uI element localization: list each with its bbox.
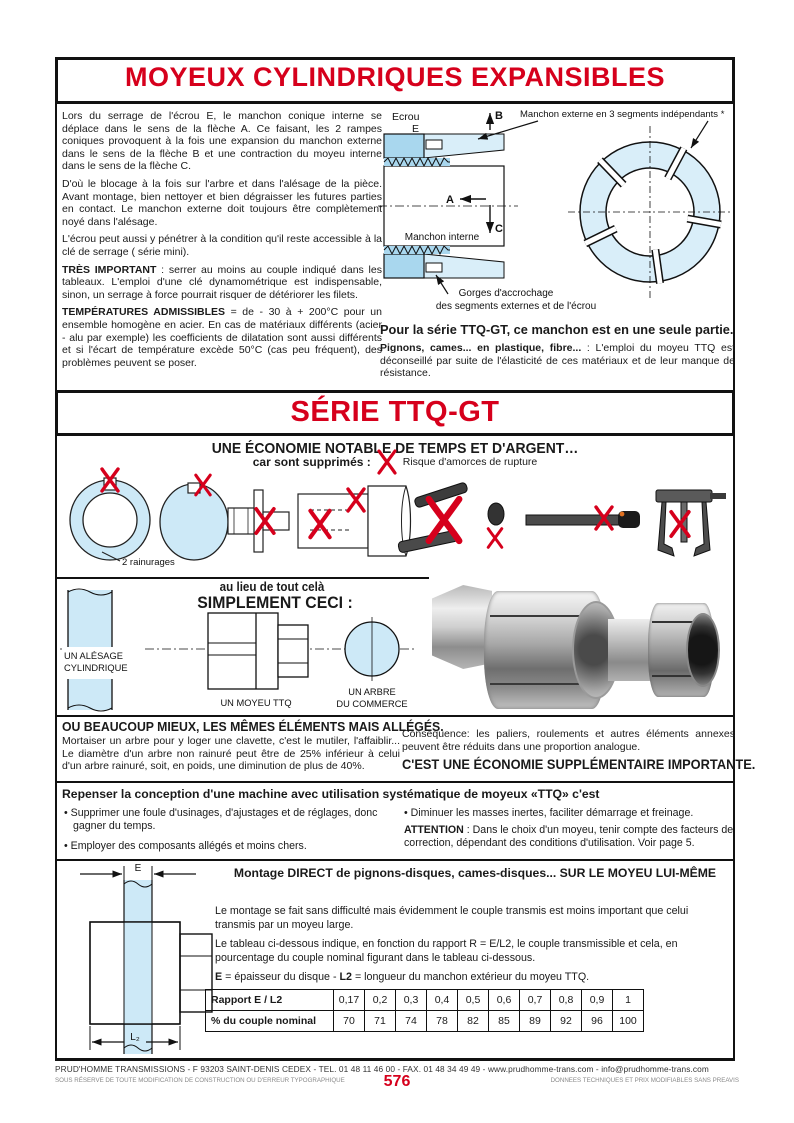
suppressed-parts-illustrations bbox=[58, 464, 734, 570]
attention-note bbox=[404, 824, 736, 850]
table-cell: 100 bbox=[613, 1011, 644, 1032]
mieux-title: OU BEAUCOUP MIEUX, LES MÊMES ÉLÉMENTS MAIS ALLÉGÉS. bbox=[62, 719, 444, 734]
intro-paragraph-3: L'écrou peut aussi y pénétrer à la condition qu'il reste accessible à la clé de serrage ( série mini). bbox=[62, 233, 382, 258]
intro-paragraph-important bbox=[62, 264, 382, 302]
legend-l2-label: L2 bbox=[339, 971, 352, 983]
lower-assembly bbox=[384, 246, 504, 278]
consequence-text: Conséquence: les paliers, roulements et autres éléments annexes peuvent être réduits dans une proportion analogue. bbox=[402, 728, 735, 753]
repenser-bullet-2: • Employer des composants allégés et moins chers. bbox=[64, 840, 396, 853]
table-row-couple bbox=[206, 1011, 644, 1032]
au-lieu-heading: au lieu de tout celà bbox=[219, 580, 325, 594]
photo-hex-nut bbox=[432, 585, 492, 669]
row2-header: % du couple nominal bbox=[206, 1011, 334, 1032]
segment-ring bbox=[568, 126, 734, 300]
attention-label: ATTENTION bbox=[404, 824, 464, 836]
temperatures-text: = de - 30 à + 200°C pour un ensemble homogène en acier. En cas de matériaux différents (acier - alu par exemple) les coefficients de dilatation sont aussi différents et si l'écart de température excède 50°C (cas peu fréquent), des problèmes peuvent se poser. bbox=[62, 306, 382, 369]
economie-title: UNE ÉCONOMIE NOTABLE DE TEMPS ET D'ARGENT… bbox=[211, 440, 579, 457]
manchon-externe-label: Manchon externe en 3 segments indépendants * bbox=[520, 109, 725, 120]
dim-l2-label: L₂ bbox=[130, 1032, 140, 1043]
key-bar-illustration bbox=[526, 507, 640, 529]
arrow-a-label: A bbox=[446, 194, 454, 206]
manchon-interne-label: Manchon interne bbox=[404, 232, 480, 243]
divider-repenser-top bbox=[57, 781, 735, 783]
manchon-externe-leader-right bbox=[691, 121, 708, 148]
table-cell: 0,4 bbox=[427, 990, 458, 1011]
risque-label: Risque d'amorces de rupture bbox=[402, 456, 538, 468]
intro-text-column bbox=[62, 110, 382, 374]
table-cell: 96 bbox=[582, 1011, 613, 1032]
table-cell: 0,17 bbox=[334, 990, 365, 1011]
intro-paragraph-1: Lors du serrage de l'écrou E, le manchon conique interne se déplace dans le sens de la flèche A. Ce faisant, les 2 rampes coniques provoquent à la fois une expansion du manchon externe dans le sens de la flèche B et une contraction du moyeu interne dans le sens de la flèche C. bbox=[62, 110, 382, 173]
temperatures-label: TEMPÉRATURES ADMISSIBLES bbox=[62, 306, 226, 319]
table-cell: 0,8 bbox=[551, 990, 582, 1011]
pignons-note-text: : L'emploi du moyeu TTQ est déconseillé par suite de l'élasticité de ces matériaux et de leur manque de résistance. bbox=[380, 342, 735, 380]
mieux-text: Mortaiser un arbre pour y loger une clavette, c'est le mutiler, l'affaiblir... Le diamètre d'un arbre non rainuré peut être de 25% inférieur à celui d'un arbre rainuré, soit, en poids, une diminution de plus de 40%. bbox=[62, 735, 400, 773]
arbre-label-line1: UN ARBRE bbox=[348, 687, 396, 697]
hub-outline bbox=[90, 922, 212, 1024]
arrow-b-label: B bbox=[495, 110, 503, 122]
table-cell: 0,2 bbox=[365, 990, 396, 1011]
table-cell: 70 bbox=[334, 1011, 365, 1032]
montage-title: Montage DIRECT de pignons-disques, cames-disques... SUR LE MOYEU LUI-MÊME bbox=[233, 866, 717, 880]
disc-mounting-diagram bbox=[62, 862, 223, 1060]
important-text: : serrer au moins au couple indiqué dans les tableaux. L'emploi d'une clé dynamométrique est indispensable, sinon, un serrage à force pourrait risquer de détériorer les filets. bbox=[62, 263, 382, 301]
bolt-illustration bbox=[228, 490, 289, 552]
divider-mid bbox=[57, 715, 735, 717]
ecrou-label: Ecrou bbox=[392, 111, 420, 123]
serie-ttqgt-note: Pour la série TTQ-GT, ce manchon est en une seule partie. bbox=[380, 322, 734, 337]
repenser-header: Repenser la conception d'une machine avec utilisation systématique de moyeux «TTQ» c'est bbox=[62, 787, 600, 801]
rainurages-label: 2 rainurages bbox=[122, 557, 175, 568]
gorges-label-line1: Gorges d'accrochage bbox=[458, 288, 554, 299]
table-row-rapport bbox=[206, 990, 644, 1011]
couple-ratio-table bbox=[205, 989, 644, 1032]
moyeu-label: UN MOYEU TTQ bbox=[220, 698, 292, 708]
alesage-label-line1: UN ALÉSAGE bbox=[64, 651, 123, 661]
important-label: TRÈS IMPORTANT bbox=[62, 263, 157, 276]
alesage-label-line2: CYLINDRIQUE bbox=[64, 663, 128, 673]
serie-banner: SÉRIE TTQ-GT bbox=[290, 396, 500, 428]
shaft-circle-drawing bbox=[345, 617, 399, 681]
table-cell: 0,5 bbox=[458, 990, 489, 1011]
table-cell: 0,9 bbox=[582, 990, 613, 1011]
manchon-externe-leader-left bbox=[478, 121, 538, 139]
table-cell: 0,3 bbox=[396, 990, 427, 1011]
pignons-note-bold: Pignons, cames... en plastique, fibre... bbox=[380, 342, 582, 354]
legend-e-text: = épaisseur du disque - bbox=[222, 971, 340, 983]
legend-e-label: E bbox=[215, 971, 223, 983]
table-cell: 82 bbox=[458, 1011, 489, 1032]
legend-l2-text: = longueur du manchon extérieur du moyeu TTQ. bbox=[351, 971, 590, 983]
footer-disclaimer-right: DONNEES TECHNIQUES ET PRIX MODIFIABLES SANS PREAVIS bbox=[550, 1077, 739, 1084]
hub-outline-drawing bbox=[208, 613, 308, 689]
divider-montage-top bbox=[57, 859, 735, 861]
repenser-bullet-1: • Supprimer une foule d'usinages, d'ajustages et de réglages, donc gagner du temps. bbox=[64, 807, 396, 833]
dimension-e bbox=[80, 863, 196, 882]
row1-header: Rapport E / L2 bbox=[206, 990, 334, 1011]
supprimes-label: car sont supprimés : bbox=[252, 455, 371, 469]
dim-e-label: E bbox=[134, 863, 142, 874]
montage-legend bbox=[215, 970, 730, 984]
attention-text: : Dans le choix d'un moyeu, tenir compte des facteurs de correction, dépendant des conditions d'utilisation. Voir page 5. bbox=[404, 824, 734, 849]
table-cell: 89 bbox=[520, 1011, 551, 1032]
arrow-c-label: C bbox=[495, 223, 503, 235]
repenser-bullet-3: • Diminuer les masses inertes, faciliter démarrage et freinage. bbox=[404, 807, 736, 820]
page-title: MOYEUX CYLINDRIQUES EXPANSIBLES bbox=[124, 62, 666, 92]
table-cell: 74 bbox=[396, 1011, 427, 1032]
intro-paragraph-temperatures bbox=[62, 306, 382, 369]
simplement-heading: SIMPLEMENT CECI : bbox=[197, 593, 353, 612]
table-cell: 0,6 bbox=[489, 990, 520, 1011]
hub-cross-section-diagram bbox=[378, 106, 736, 318]
conclusion-text: C'EST UNE ÉCONOMIE SUPPLÉMENTAIRE IMPORTANTE. bbox=[402, 757, 756, 772]
table-cell: 78 bbox=[427, 1011, 458, 1032]
montage-paragraph-1: Le montage se fait sans difficulté mais évidemment le couple transmis est moins important que celui transmis par un moyeu large. bbox=[215, 905, 689, 931]
upper-assembly bbox=[384, 134, 504, 166]
puller-illustration bbox=[656, 490, 726, 556]
photo-bore-hole bbox=[686, 613, 720, 687]
divider-left bbox=[57, 577, 429, 579]
ttq-hub-photo bbox=[432, 585, 732, 715]
table-cell: 92 bbox=[551, 1011, 582, 1032]
grooved-disc-illustration bbox=[160, 475, 228, 560]
small-key-illustration bbox=[488, 503, 504, 547]
footer-disclaimer-left: SOUS RÉSERVE DE TOUTE MODIFICATION DE CONSTRUCTION OU D'ERREUR TYPOGRAPHIQUE bbox=[55, 1077, 345, 1084]
page-number: 576 bbox=[383, 1073, 411, 1090]
gorges-label-line2: des segments externes et de l'écrou bbox=[435, 301, 597, 312]
table-cell: 1 bbox=[613, 990, 644, 1011]
montage-paragraph-2: Le tableau ci-dessous indique, en fonction du rapport R = E/L2, le couple transmissible et cela, en pourcentage du couple nominal figurant dans le tableau ci-dessous. bbox=[215, 938, 678, 964]
table-cell: 85 bbox=[489, 1011, 520, 1032]
intro-paragraph-2: D'où le blocage à la fois sur l'arbre et dans l'alésage de la pièce. Avant montage, bien nettoyer et bien dégraisser les futures parties en contact. Le manchon externe doit toujours être complètement noyé dans l'alésage. bbox=[62, 177, 382, 228]
arbre-label-line2: DU COMMERCE bbox=[336, 699, 408, 709]
footer-contact-line: PRUD'HOMME TRANSMISSIONS - F 93203 SAINT-DENIS CEDEX - TEL. 01 48 11 46 00 - FAX. 01 48 34 49 49 - www.prudhomme-trans.com - info@prudhomme-trans.com bbox=[55, 1064, 709, 1074]
table-cell: 71 bbox=[365, 1011, 396, 1032]
pignons-note bbox=[380, 342, 735, 380]
grooved-ring-illustration bbox=[70, 469, 150, 560]
ecrou-letter: E bbox=[412, 123, 420, 135]
table-cell: 0,7 bbox=[520, 990, 551, 1011]
